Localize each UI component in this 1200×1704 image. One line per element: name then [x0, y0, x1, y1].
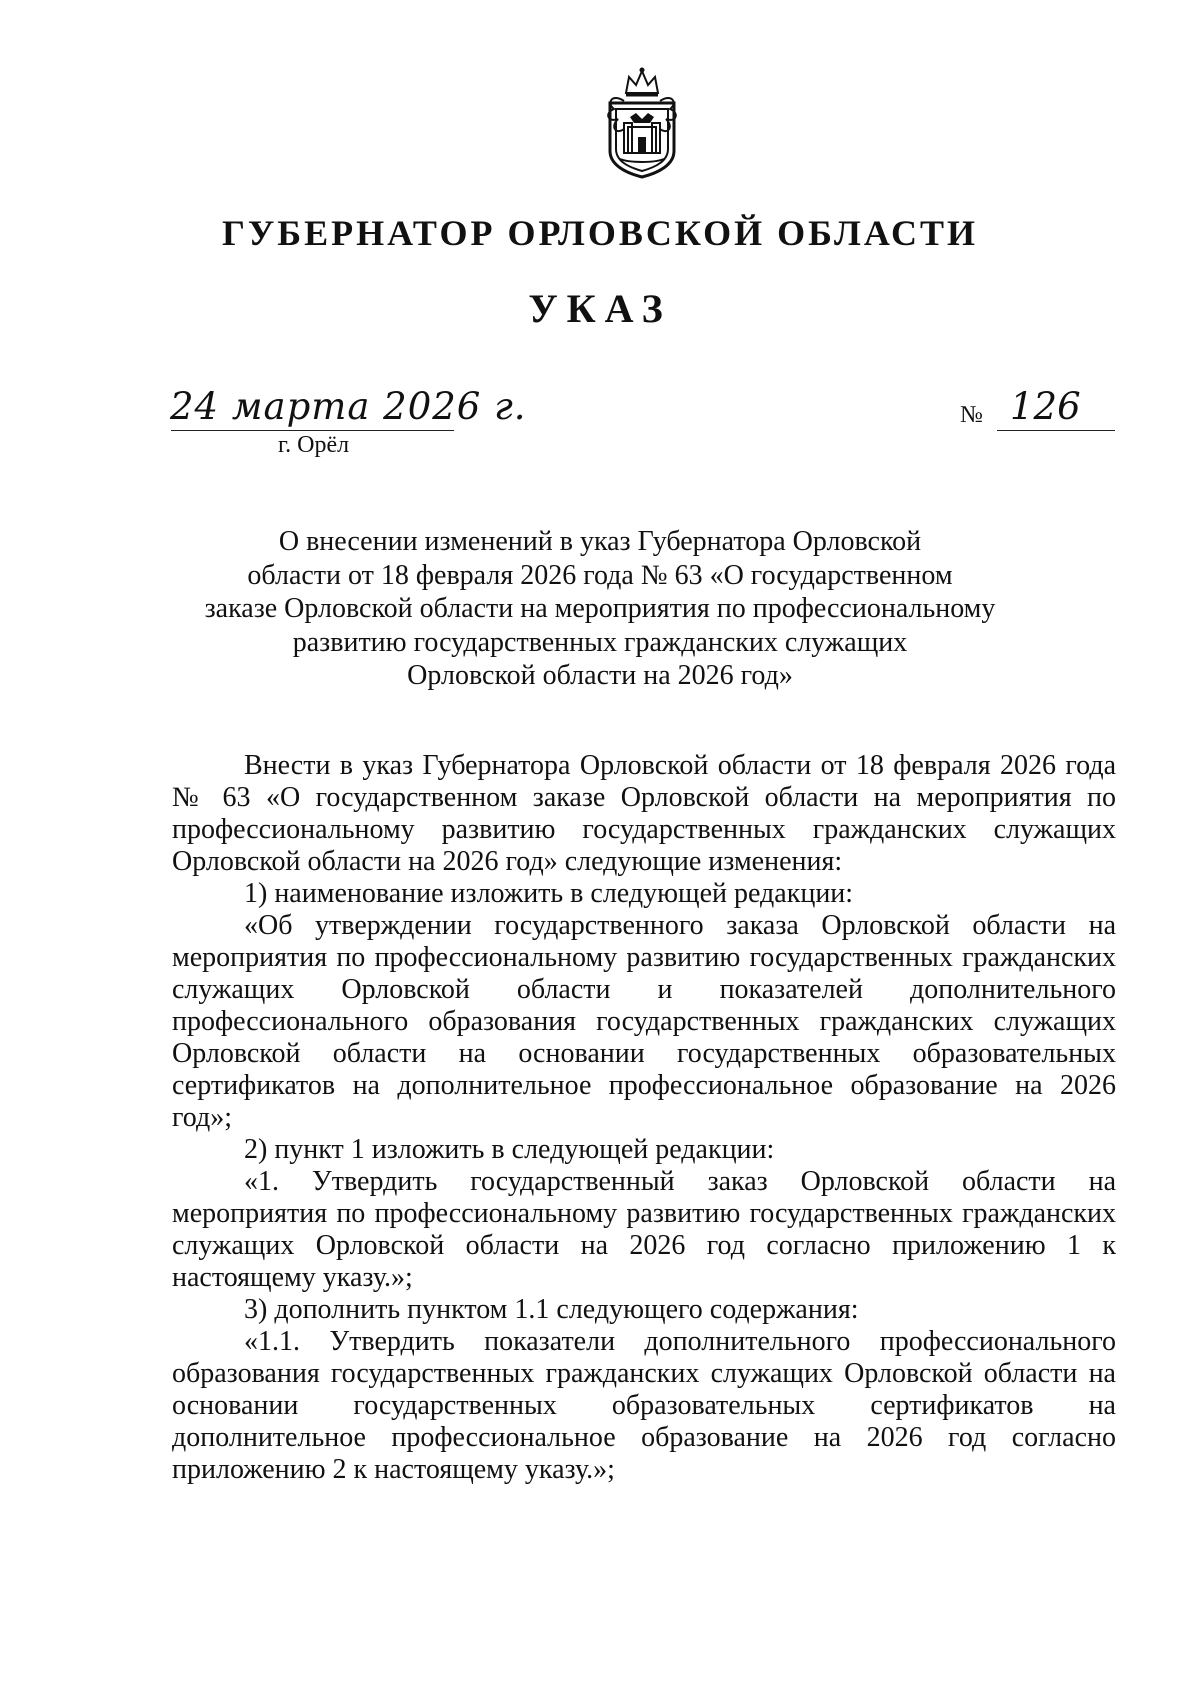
title-line: заказе Орловской области на мероприятия по профессиональному	[204, 593, 996, 624]
body-paragraph: 3) дополнить пунктом 1.1 следующего содержания:	[244, 1294, 859, 1325]
handwritten-number: 126	[1010, 385, 1081, 428]
coat-of-arms-emblem	[596, 63, 688, 181]
document-body	[172, 750, 1116, 1486]
body-paragraph: «Об утверждении государственного заказа Орловской области на мероприятия по профессиональному развитию государственных гражданских служащих Орловской области и показателей дополнительного профессионального образования государственных гражданских служащих Орловской области на основании государственных образовательных сертификатов на дополнительное профессиональное образование на 2026 год»;	[172, 910, 1116, 1133]
body-paragraph: «1. Утвердить государственный заказ Орловской области на мероприятия по профессиональному развитию государственных гражданских служащих Орловской области на 2026 год согласно приложению 1 к настоящему указу.»;	[172, 1166, 1116, 1293]
title-line: О внесении изменений в указ Губернатора Орловской	[278, 526, 922, 557]
title-line: развитию государственных гражданских служащих	[292, 626, 908, 658]
number-label: №	[960, 402, 983, 428]
body-paragraph: 2) пункт 1 изложить в следующей редакции:	[244, 1134, 775, 1165]
body-paragraph: «1.1. Утвердить показатели дополнительного профессионального образования государственных гражданских служащих Орловской области на основании государственных образовательных сертификатов на дополнительное профессиональное образование на 2026 год согласно приложению 2 к настоящему указу.»;	[172, 1326, 1116, 1485]
number-underline	[997, 430, 1115, 431]
date-underline	[171, 430, 454, 431]
document-type: УКАЗ	[528, 286, 672, 331]
handwritten-date: 24 марта 2026 г.	[170, 385, 527, 428]
title-line: области от 18 февраля 2026 года № 63 «О государственном	[247, 559, 953, 591]
issuing-authority: ГУБЕРНАТОР ОРЛОВСКОЙ ОБЛАСТИ	[221, 213, 979, 253]
document-title	[160, 525, 1040, 693]
body-paragraph: 1) наименование изложить в следующей редакции:	[244, 878, 854, 909]
title-line: Орловской области на 2026 год»	[407, 660, 793, 691]
city-label: г. Орёл	[278, 432, 350, 458]
body-paragraph: Внести в указ Губернатора Орловской области от 18 февраля 2026 года № 63 «О государственном заказе Орловской области на мероприятия по профессиональному развитию государственных гражданских служащих Орловской области на 2026 год» следующие изменения:	[172, 750, 1116, 877]
